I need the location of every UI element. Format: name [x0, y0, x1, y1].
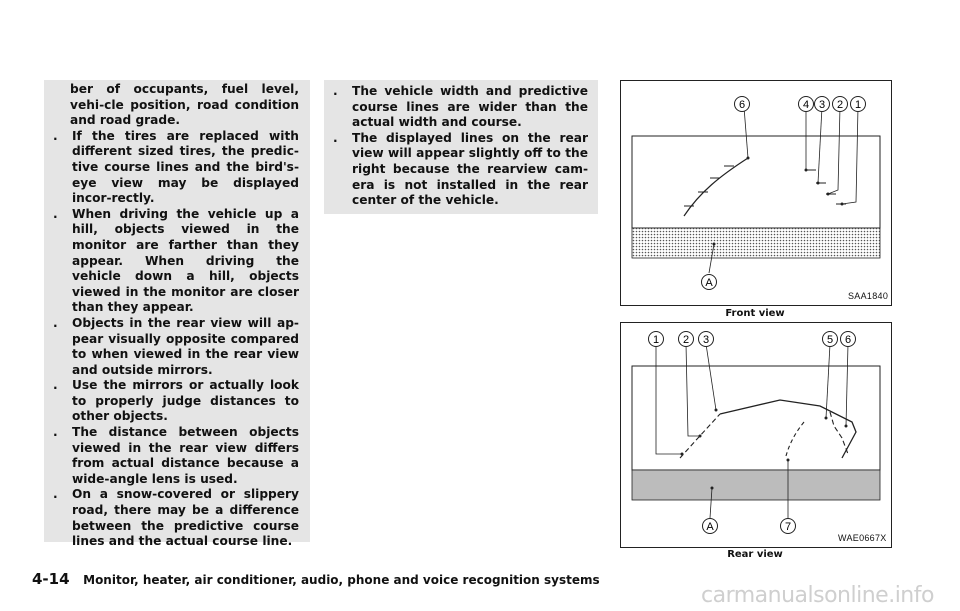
page-footer [32, 569, 600, 588]
rear-view-figure [620, 322, 892, 548]
list-item: . On a snow-covered or slippery road, there may be a difference between the predictive course lines and the actual course line. [53, 487, 299, 549]
callout-3 [699, 332, 714, 347]
left-bullet-list [44, 129, 310, 550]
bullet-icon: . [53, 425, 58, 440]
callout-3 [815, 97, 830, 112]
watermark: carmanualsonline.info [701, 583, 934, 608]
svg-text:7: 7 [784, 521, 792, 533]
figure-caption: Rear view [727, 549, 783, 560]
callout-2 [679, 332, 694, 347]
svg-text:2: 2 [682, 334, 690, 346]
callout-2 [833, 97, 848, 112]
rear-bumper-area [632, 470, 880, 500]
left-text-column [44, 80, 310, 549]
bullet-icon: . [333, 84, 338, 98]
rear-frame [621, 323, 892, 548]
list-item: . The displayed lines on the rear view will appear slightly off to the right because the rearview cam-era is not installed in the rear center of the vehicle. [333, 130, 588, 208]
list-item: . When driving the vehicle up a hill, objects viewed in the monitor are farther than they appear. When driving the vehicle down a hill, objects viewed in the monitor are closer than they appear. [53, 206, 299, 315]
callout-4 [799, 97, 814, 112]
front-bumper-area [632, 228, 880, 258]
svg-text:1: 1 [854, 99, 862, 111]
continuation-text: ber of occupants, fuel level, vehi-cle position, road condition and road grade. [70, 82, 299, 128]
figure-code: SAA1840 [848, 291, 889, 301]
svg-text:4: 4 [802, 99, 810, 111]
section-title: Monitor, heater, air conditioner, audio, phone and voice recognition systems [83, 573, 600, 587]
svg-text:A: A [706, 521, 714, 533]
callout-5 [823, 332, 838, 347]
bullet-icon: . [53, 315, 58, 330]
callout-6 [841, 332, 856, 347]
front-view-figure [620, 80, 892, 306]
callout-1 [851, 97, 866, 112]
rear-view-diagram [620, 322, 892, 548]
list-item: . If the tires are replaced with different sized tires, the predic-tive course lines and the bird's-eye view may be displayed incor-rectly. [53, 128, 299, 206]
bullet-icon: . [53, 206, 58, 221]
svg-text:5: 5 [826, 334, 834, 346]
figure-caption: Front view [725, 308, 785, 319]
svg-text:3: 3 [818, 99, 826, 111]
bullet-icon: . [53, 128, 58, 143]
callout-a [703, 519, 718, 534]
middle-text-column [324, 80, 598, 214]
svg-text:A: A [705, 277, 713, 289]
list-item: . The vehicle width and predictive course lines are wider than the actual width and course. [333, 84, 588, 130]
svg-text:3: 3 [702, 334, 710, 346]
callout-1 [649, 332, 664, 347]
front-view-diagram [620, 80, 892, 306]
callout-6 [735, 97, 750, 112]
bullet-icon: . [53, 378, 58, 393]
list-item: . Use the mirrors or actually look to properly judge distances to other objects. [53, 378, 299, 424]
middle-bullet-list [324, 80, 598, 209]
svg-text:2: 2 [836, 99, 844, 111]
callout-7 [781, 519, 796, 534]
svg-text:6: 6 [738, 99, 746, 111]
bullet-icon: . [53, 487, 58, 502]
front-frame [621, 81, 892, 306]
list-item: . Objects in the rear view will ap-pear visually opposite compared to when viewed in the rear view and outside mirrors. [53, 315, 299, 377]
bullet-icon: . [333, 130, 338, 145]
figure-code: WAE0667X [838, 533, 887, 543]
list-item: . The distance between objects viewed in the rear view differs from actual distance because a wide-angle lens is used. [53, 425, 299, 486]
svg-text:6: 6 [844, 334, 852, 346]
callout-a [702, 275, 717, 290]
page-number: 4-14 [32, 570, 70, 588]
svg-text:1: 1 [652, 334, 660, 346]
